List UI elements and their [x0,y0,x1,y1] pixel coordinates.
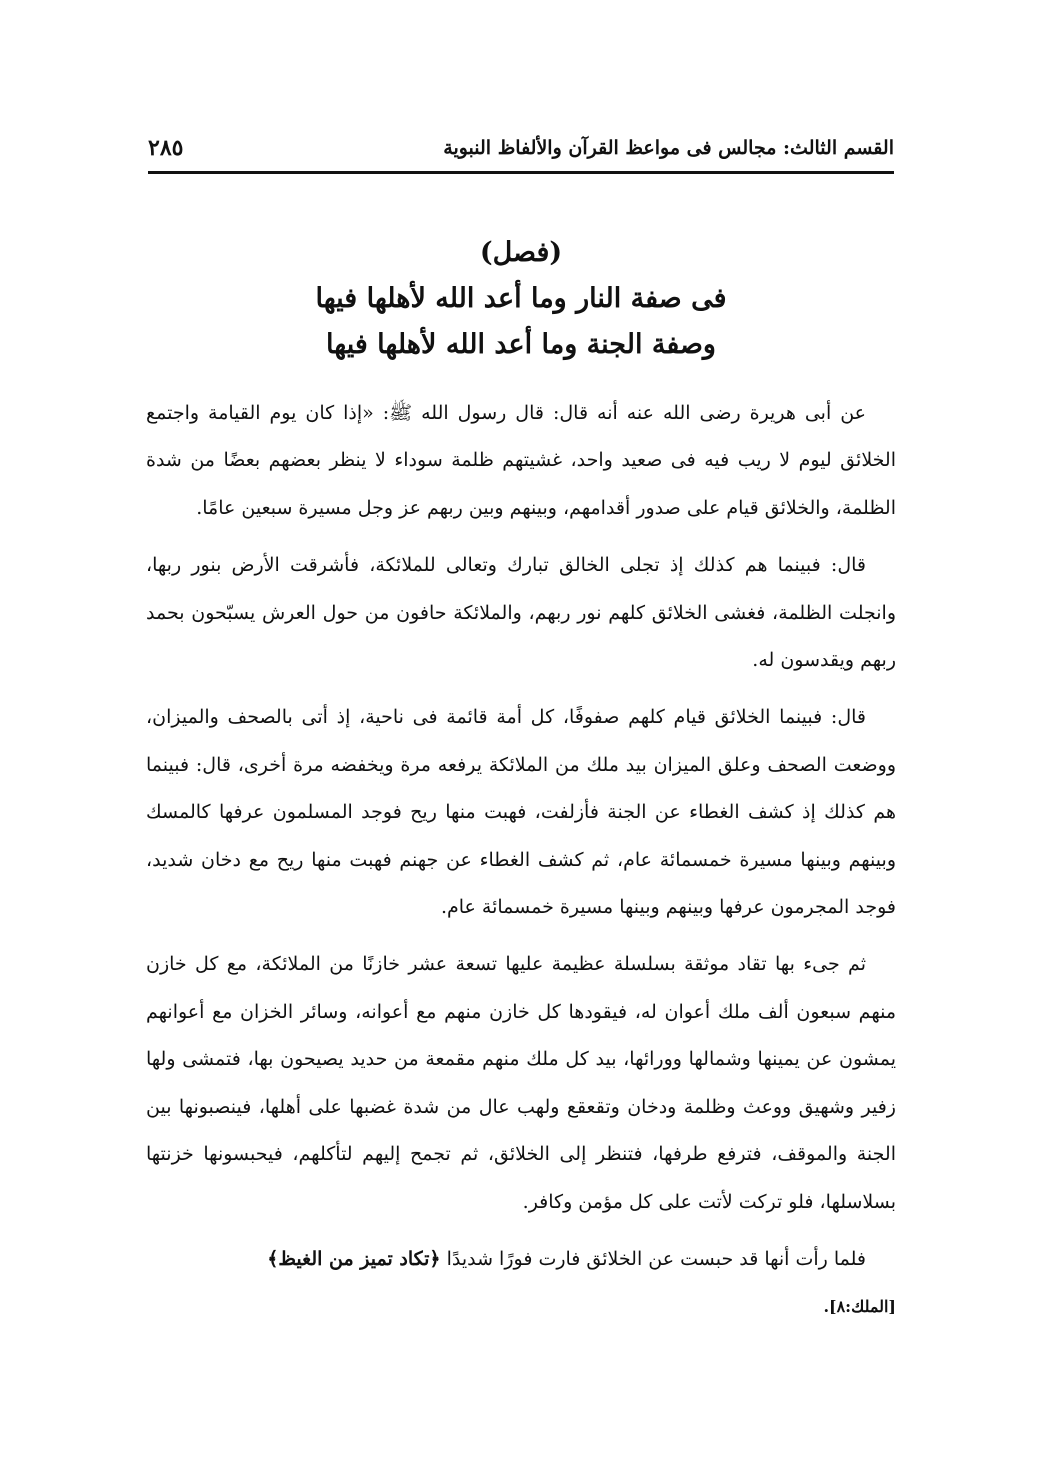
running-header [148,128,894,168]
paragraph-5-lead: فلما رأت أنها قد حبست عن الخلائق فارت فورًا شديدًا [446,1247,866,1270]
quran-citation: [الملك:٨]. [823,1297,896,1317]
section-heading [148,230,894,368]
header-rule [148,171,894,174]
paragraph-3: قال: فبينما الخلائق قيام كلهم صفوفًا، كل أمة قائمة فى ناحية، إذ أتى بالصحف والميزان، ووضعت الصحف وعلق الميزان بيد ملك من الملائكة يرفعه مرة ويخفضه مرة أخرى، قال: فبينما هم كذلك إذ كشف الغطاء عن الجنة فأزلفت، فهبت منها ريح فوجد المسلمون عرفها كالمسك وبينهم وبينها مسيرة خمسمائة عام، ثم كشف الغطاء عن جهنم فهبت منها ريح مع دخان شديد، فوجد المجرمون عرفها وبينهم وبينها مسيرة خمسمائة عام. [146,706,896,919]
heading-line-3: وصفة الجنة وما أعد الله لأهلها فيها [326,329,716,360]
book-title: مجالس فى مواعظ القرآن والألفاظ النبوية [443,137,777,159]
page-number: ٢٨٥ [148,135,184,161]
paragraph-4: ثم جىء بها تقاد موثقة بسلسلة عظيمة عليها تسعة عشر خازنًا من الملائكة، مع كل خازن منهم سبعون ألف ملك أعوان له، فيقودها كل خازن منهم مع أعوانه، وسائر الخزان مع أعوانهم يمشون عن يمينها وشمالها وورائها، بيد كل ملك منهم مقمعة من حديد يصيحون بها، فتمشى ولها زفير وشهيق ووعث وظلمة ودخان وتقعقع ولهب عال من شدة غضبها على أهلها، فينصبونها بين الجنة والموقف، فترفع طرفها، فتنظر إلى الخلائق، ثم تجمح إليهم لتأكلهم، فيحبسونها خزنتها بسلاسلها، فلو تركت لأتت على كل مؤمن وكافر. [146,953,896,1213]
paragraph-1: عن أبى هريرة رضى الله عنه أنه قال: قال رسول الله ﷺ: «إذا كان يوم القيامة واجتمع الخلائق ليوم لا ريب فيه فى صعيد واحد، غشيتهم ظلمة سوداء لا ينظر بعضهم بعضًا من شدة الظلمة، والخلائق قيام على صدور أقدامهم، وبينهم وبين ربهم عز وجل مسيرة سبعين عامًا. [146,402,896,519]
body-text [146,390,896,1331]
heading-line-1: (فصل) [479,237,563,268]
part-label: القسم الثالث: [783,137,894,159]
paragraph-5 [146,1236,896,1331]
running-title [443,137,894,159]
heading-line-2: فى صفة النار وما أعد الله لأهلها فيها [315,283,727,314]
quran-quote: ﴿تكاد تميز من الغيظ﴾ [267,1247,441,1270]
paragraph-2: قال: فبينما هم كذلك إذ تجلى الخالق تبارك وتعالى للملائكة، فأشرقت الأرض بنور ربها، وانجلت الظلمة، فغشى الخلائق كلهم نور ربهم، والملائكة حافون من حول العرش يسبّحون بحمد ربهم ويقدسون له. [146,554,896,672]
